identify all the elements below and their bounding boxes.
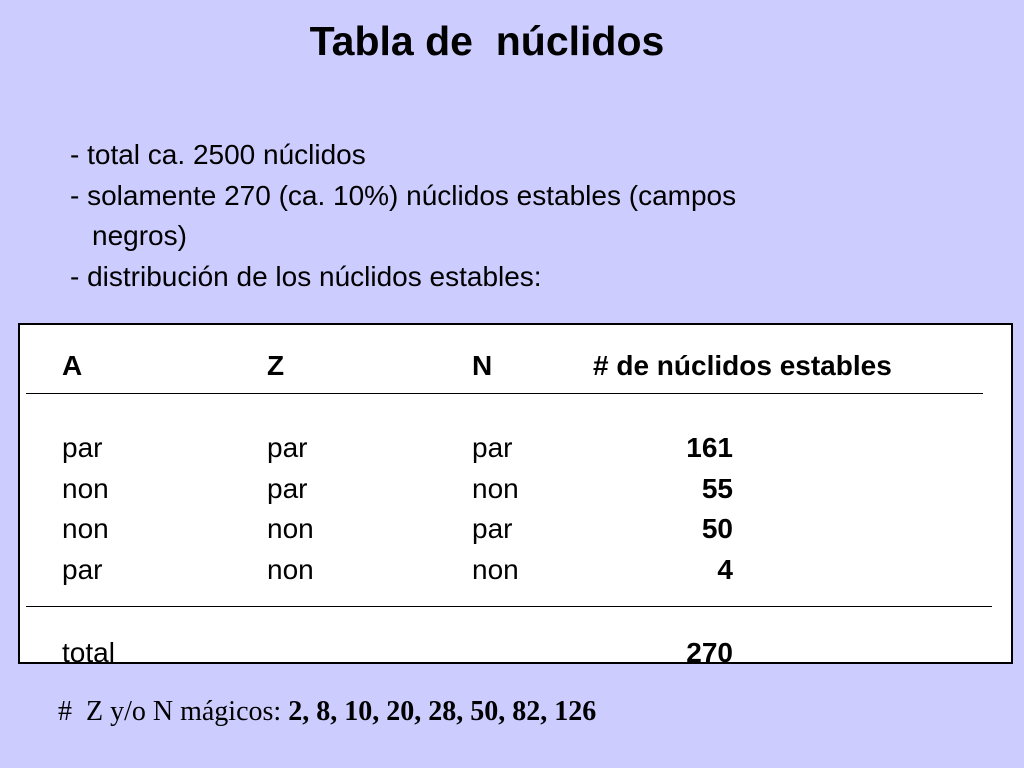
row-1-z: par (267, 432, 308, 463)
row-4-z: non (267, 554, 314, 585)
header-a: A (62, 350, 83, 381)
total-value: 270 (686, 637, 733, 668)
header-divider (26, 393, 983, 394)
row-4-n: non (472, 554, 519, 585)
row-1-n: par (472, 432, 513, 463)
bullet-total: - total ca. 2500 núclidos (70, 139, 366, 170)
row-4-a: par (62, 554, 103, 585)
row-3-z: non (267, 513, 314, 544)
nuclide-table (18, 323, 1013, 668)
row-2-z: par (267, 473, 308, 504)
magic-numbers-list: 2, 8, 10, 20, 28, 50, 82, 126 (288, 696, 597, 727)
header-count: # de núclidos estables (593, 350, 892, 381)
header-z: Z (267, 350, 285, 381)
header-n: N (472, 350, 493, 381)
row-3-a: non (62, 513, 109, 544)
row-1-a: par (62, 432, 103, 463)
total-label: total (62, 637, 115, 668)
total-divider (26, 606, 992, 607)
row-3-n: par (472, 513, 513, 544)
row-1-count: 161 (686, 432, 733, 463)
bullet-stable-continued: negros) (92, 220, 187, 251)
row-3-count: 50 (701, 513, 733, 544)
row-4-count: 4 (717, 554, 733, 585)
row-2-n: non (472, 473, 519, 504)
row-2-count: 55 (701, 473, 733, 504)
row-2-a: non (62, 473, 109, 504)
bullet-stable: - solamente 270 (ca. 10%) núclidos estables (campos (70, 180, 737, 211)
page-title: Tabla de núclidos (309, 18, 665, 64)
bullet-distribution: - distribución de los núclidos estables: (70, 261, 542, 292)
magic-numbers-prefix: # Z y/o N mágicos: (58, 696, 289, 727)
magic-numbers-note (58, 696, 596, 728)
